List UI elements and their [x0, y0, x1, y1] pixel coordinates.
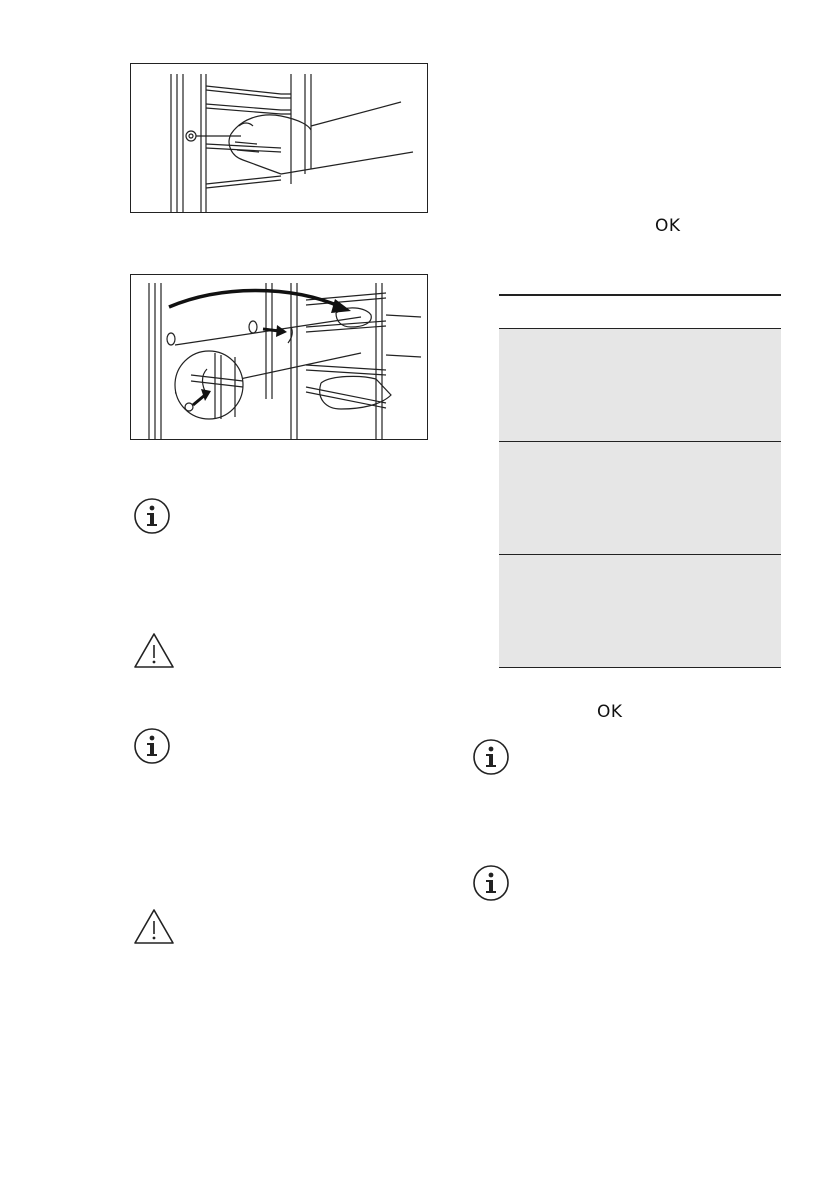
table-row — [499, 442, 781, 555]
table-header — [499, 294, 781, 329]
info-icon — [133, 497, 171, 535]
shelf-support-illustration — [131, 64, 427, 212]
figure-insert-shelf-support — [130, 274, 428, 440]
ok-button-label: OK — [597, 702, 623, 722]
ok-button-label: OK — [655, 216, 681, 236]
info-icon — [472, 738, 510, 776]
warning-icon — [133, 908, 175, 946]
info-icon — [133, 727, 171, 765]
info-icon — [472, 864, 510, 902]
warning-icon — [133, 632, 175, 670]
table-row — [499, 329, 781, 442]
settings-table — [499, 294, 781, 668]
insert-support-illustration — [131, 275, 427, 439]
table-row — [499, 555, 781, 668]
figure-remove-shelf-support — [130, 63, 428, 213]
